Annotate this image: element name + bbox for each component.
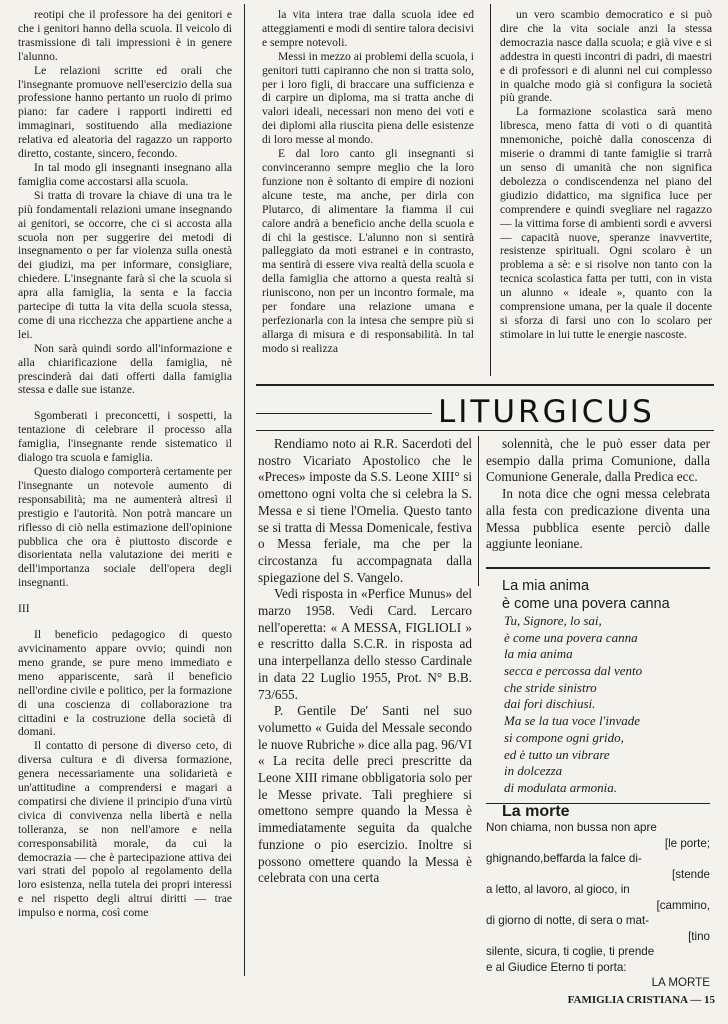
paragraph: Questo dialogo comporterà certamente per l'insegnante un notevole aumento di responsabilità; ma ne aumenterà altresì il prestigio e l'autorità. Non potrà mancare un riflesso di ciò nella estimazione dell'opinione pubblica che ora è piuttosto discorde e disorientata nella valutazione dei meriti e dell'importanza sociale dell'opera degli insegnanti. <box>18 465 232 590</box>
poem-line: silente, sicura, ti coglie, ti prende <box>486 945 655 959</box>
poem-line: ed è tutto un vibrare <box>504 746 610 762</box>
poem-line: a letto, al lavoro, al gioco, in <box>486 883 630 897</box>
poem-line: si compone ogni grido, <box>504 729 624 745</box>
paragraph: reotipi che il professore ha dei genitori e che i genitori hanno della scuola. Il veicolo di trasmissione di tali impressioni è in genere l'alunno. <box>18 8 232 63</box>
column-divider <box>244 4 245 976</box>
publication-name: FAMIGLIA CRISTIANA <box>567 994 688 1006</box>
poem-line: è come una povera canna <box>504 629 638 645</box>
poem-subtitle: è come una povera canna <box>502 595 670 612</box>
paragraph: Le relazioni scritte ed orali che l'insegnante promuove nell'esercizio della sua professione hanno pertanto un ruolo di primo piano: far cadere i rapporti indiretti ed immaginari, sostituendo alla mediazione relativa ed aleatoria del ragazzo un rapporto diretto, costante, sincero, fecondo. <box>18 63 232 161</box>
paragraph: Vedi risposta in «Perfice Munus» del marzo 1958. Vedi Card. Lercaro nell'operetta: « A MESSA, FIGLIOLI » e rescritto dalla S.C.R. in risposta ad una interpellanza dello stesso Cardinale in data 22 Luglio 1955, Prot. N° B.B. 73/655. <box>258 586 472 702</box>
poem-line: Non chiama, non bussa non apre <box>486 821 657 835</box>
poem-line: [le porte; <box>664 836 710 850</box>
poem-signature: LA MORTE <box>651 976 710 990</box>
paragraph: In tal modo gli insegnanti insegnano alla famiglia come accostarsi alla scuola. <box>18 160 232 188</box>
poem-line: in dolcezza <box>504 763 563 779</box>
article-column-1 <box>18 8 232 920</box>
paragraph: Il beneficio pedagogico di questo avvicinamento appare ovvio; quindi non meno grande, se pure meno immediato e meno appariscente, sarà il beneficio nell'ordine civile e politico, per la formazione di una coscienza di collaborazione tra cittadini e la costruzione della società di domani. <box>18 628 232 739</box>
poem-line: ghignando,beffarda la falce di- <box>486 852 642 866</box>
poem-line: Tu, Signore, lo sai, <box>504 612 602 628</box>
poem-line: Ma se la tua voce l'invade <box>504 713 640 729</box>
death-poem-title: La morte <box>502 802 570 820</box>
poem-line: secca e percossa dal vento <box>504 663 643 679</box>
column-divider <box>490 4 491 376</box>
paragraph: Messi in mezzo ai problemi della scuola, i genitori tutti capiranno che non si tratta solo, per i loro figli, di braccare una sufficienza e di carpire un diploma, ma si tratta anche di valori ideali, necessari non meno dei voti e dei diplomi alla riuscita piena delle esistenze di loro messe al mondo. <box>262 49 474 147</box>
paragraph: Rendiamo noto ai R.R. Sacerdoti del nostro Vicariato Apostolico che le «Preces» imposte da S.S. Leone XIII° si omettono ogni volta che si celebra la S. Messa e si tiene l'Omelia. Questo tanto se si tratta di Messa Domenicale, festiva o Messa feriale, ma che per la circostanza fu accompagnata dalla spiegazione del S. Vangelo. <box>258 436 472 585</box>
paragraph: la vita intera trae dalla scuola idee ed atteggiamenti e modi di sentire talora decisivi e sempre notevoli. <box>262 8 474 49</box>
death-poem-body <box>486 820 710 991</box>
paragraph: P. Gentile De' Santi nel suo volumetto « Guida del Messale secondo le nuove Rubriche » dice alla pag. 96/VI « La recita delle preci prescritte da Leone XIII rimane obbligatoria solo per le Messe private. Tali preghiere si omettono sempre quando la Messa è immediatamente seguita da qualche funzione o pio esercizio. Inoltre si possono omettere quando la Messa è celebrata con una certa <box>258 703 472 886</box>
section-divider <box>256 430 714 431</box>
poem-body <box>486 613 710 797</box>
liturgicus-column-right <box>486 436 710 991</box>
section-heading: III <box>18 602 30 616</box>
paragraph: Si tratta di trovare la chiave di una tra le più fondamentali relazioni umane insegnando ai genitori, se occorre, che ci si accosta alla scuola non per suggerire dei metodi di insegnamento o per far violenza sulla onestà dei giudizi, ma per informare, consigliare, chiedere. L'insegnante farà sì che la scuola si apra alla famiglia, la senta e la faccia partecipe di tutta la vita della scuola stessa, come di una ricchezza che appartiene anche a lei. <box>18 188 232 341</box>
paragraph: solennità, che le può esser data per esempio dalla prima Comunione, dalla Comunione Generale, dalla Predica ecc. <box>486 436 710 485</box>
paragraph: La formazione scolastica sarà meno libresca, meno fatta di voti o di quantità mnemoniche, poichè dalla conoscenza di miserie o drammi di tante famiglie si trarrà un senso di umanità che non significa debolezza o condiscendenza nel piano del giudizio didattico, ma significa luce per comprendere e quindi svegliare nel ragazzo — la vittima forse di ambienti sordi e avversi — capacità nuove, speranze inavvertite, resistenze spirituali. Ogni scolaro è un problema a sè: e si risolve non tanto con la tecnica scolastica fatta per tutti, con in vista un alunno « ideale », quanto con la comprensione umana, per la quale il docente si sforza di farsi uno con lo scolaro per stimolare in lui tutte le energie nascoste. <box>500 105 712 341</box>
footer-dash: — <box>690 994 704 1006</box>
poem-line: [stende <box>671 867 710 881</box>
paragraph: E dal loro canto gli insegnanti si convinceranno sempre meglio che la loro funzione non è soltanto di empire di nozioni alcune teste, ma anche, per dirla con Plutarco, di alimentare la fiamma il cui calore andrà a beneficio anche della scuola e di chi la gestisce. L'alunno non si sentirà palleggiato da moti estranei e in contrasto, ma sentirà di essere viva realtà della scuola e della famiglia che attorno a questa realtà si riuniscono, non per un incontro formale, ma per fondare una relazione umana e perfezionarla con la intesa che sempre più si allarga di misura e di responsabilità. In tal modo si realizza <box>262 147 474 355</box>
column-divider <box>478 436 479 586</box>
poem-line: e al Giudice Eterno ti porta: <box>486 960 627 974</box>
poem-line: dai fori dischiusi. <box>504 696 596 712</box>
poem-line: di giorno di notte, di sera o mat- <box>486 914 650 928</box>
article-column-2 <box>262 8 474 356</box>
paragraph: Non sarà quindi sordo all'informazione e alla chiarificazione della famiglia, nè prescinderà dai dati offerti dalla famiglia stessa e dalle sue istanze. <box>18 341 232 397</box>
paragraph: Il contatto di persone di diverso ceto, di diversa cultura e di diversa formazione, genera necessariamente una solidarietà e un'attitudine a comprendersi e magari a compatirsi che diviene il principio d'una virtù civica di convivenza nella libertà e nella tolleranza, se non nell'amore e nella corresponsabilità morale, da cui la democrazia — che è partecipazione attiva dei vari strati del popolo al regolamento della loro esistenza, nella tutela dei propri interessi e nel rispetto degli altrui diritti — trae impulso e norma, così come <box>18 739 232 920</box>
paragraph: un vero scambio democratico e si può dire che la vita sociale anzi la stessa democrazia nasce dalla scuola; e già vive e si addestra in questi incontri di padri, di maestri e di professori e di alunni nel cui complesso in qualche modo già si configura la società più grande. <box>500 8 712 105</box>
poem-line: di modulata armonia. <box>504 779 618 795</box>
article-column-3 <box>500 8 712 342</box>
poem-line: che stride sinistro <box>504 679 597 695</box>
paragraph: In nota dice che ogni messa celebrata alla festa con predicazione diventa una Messa pubblica esente perciò dalle aggiunte leoniane. <box>486 486 710 552</box>
poem-title: La mia anima <box>502 577 590 594</box>
poem-line: [cammino, <box>656 898 710 912</box>
section-divider <box>256 413 432 414</box>
page-number: 15 <box>704 994 715 1006</box>
page-footer <box>525 994 715 1006</box>
paragraph: Sgomberati i preconcetti, i sospetti, la tentazione di celebrare il processo alla famiglia, l'insegnante rende sistematico il dialogo tra scuola e famiglia. <box>18 409 232 465</box>
section-title: LITURGICUS <box>438 394 655 430</box>
poem-line: [tino <box>688 929 710 943</box>
section-divider <box>256 384 714 386</box>
liturgicus-column-left <box>258 436 472 887</box>
poem-line: la mia anima <box>504 646 573 662</box>
